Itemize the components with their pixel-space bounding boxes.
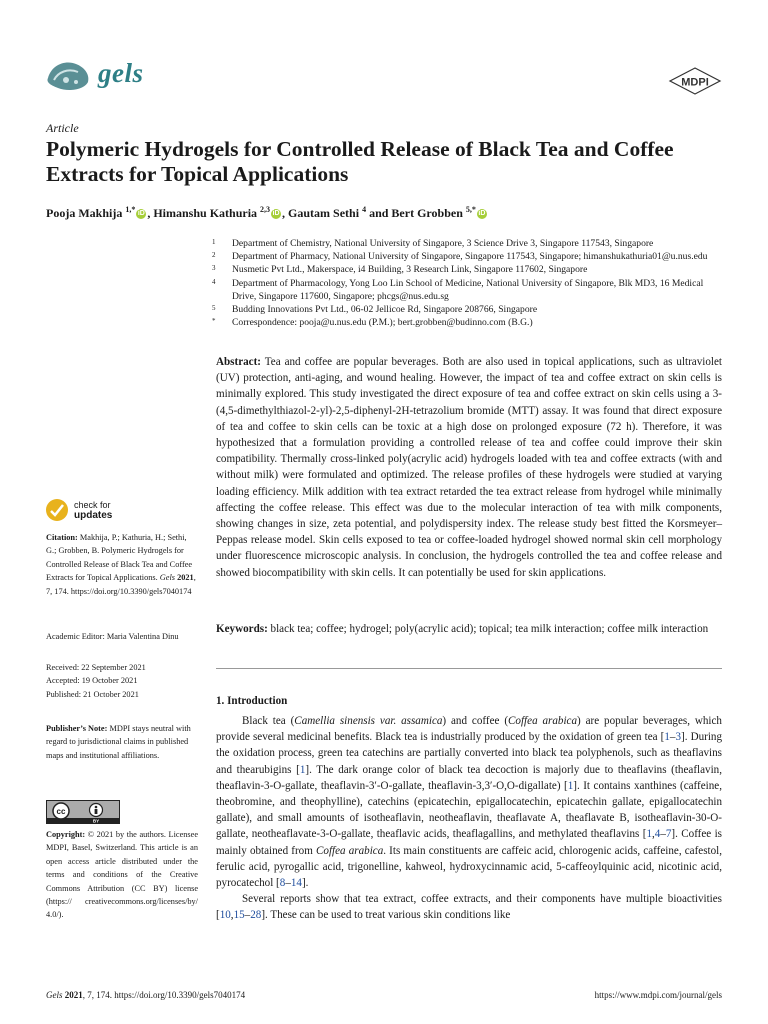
- affiliations: [212, 237, 722, 329]
- article-type: Article: [46, 121, 79, 135]
- footer-journal: Gels: [46, 990, 63, 1000]
- body-text-run: Black tea (: [242, 715, 295, 727]
- author-name: Bert Grobben: [391, 206, 466, 220]
- keywords-label: Keywords:: [216, 623, 268, 635]
- affiliation-number: 2: [212, 251, 216, 260]
- copyright-block: [46, 828, 198, 922]
- publisher-name: MDPI: [681, 76, 709, 89]
- check-for-label: check for: [74, 499, 111, 510]
- body-text-run: –: [660, 828, 666, 841]
- italic-term: Coffea arabica: [508, 715, 578, 727]
- dates-block: [46, 661, 198, 701]
- citation-journal: Gels: [159, 573, 176, 583]
- citation-link[interactable]: 1: [567, 779, 574, 792]
- body-text-run: . Its main constituents are caffeic acid, chlorogenic acids, caffeine, cafestol, ferulic acid, pyrogallic acid, trigonelline, kahweol, hydroxycinnamic acid, 5-caffeoylquinic acid, nicotinic acid, pyrocatechol [: [216, 844, 722, 890]
- affiliation-text: Nusmetic Pvt Ltd., Makerspace, i4 Building, 3 Research Link, Singapore 117602, Singapore: [232, 264, 588, 276]
- academic-editor: Academic Editor: Maria Valentina Dinu: [46, 632, 179, 641]
- affiliation-text: Department of Pharmacy, National University of Singapore, Singapore 117543, Singapore; himanshukathuria01@u.nus.edu: [232, 251, 708, 263]
- body-text-run: ,: [230, 909, 234, 922]
- author-separator: ,: [147, 206, 154, 220]
- footer-citation: [46, 990, 245, 1000]
- keywords: [216, 621, 722, 637]
- copyright-label: Copyright:: [46, 830, 86, 839]
- section-divider: [216, 668, 722, 669]
- affiliation-item: [212, 237, 722, 250]
- affiliation-number: 1: [212, 238, 216, 246]
- author-name: Pooja Makhija: [46, 206, 126, 220]
- body-text-run: ].: [301, 877, 309, 890]
- affiliation-number: 3: [212, 264, 216, 273]
- author-affiliation-marker: 1,*: [125, 205, 136, 214]
- gels-logo-icon: [46, 58, 92, 92]
- citation-link[interactable]: 15: [233, 909, 245, 922]
- author-separator: ,: [282, 206, 289, 220]
- publisher-note: [46, 722, 198, 762]
- author-affiliation-marker: 2,3: [260, 205, 271, 214]
- citation-link[interactable]: 1: [299, 763, 306, 776]
- author-name: Himanshu Kathuria: [153, 206, 261, 220]
- citation-link[interactable]: 1: [664, 731, 670, 744]
- publisher-note-label: Publisher’s Note:: [46, 724, 108, 733]
- affiliation-item: [212, 316, 722, 329]
- keywords-text: black tea; coffee; hydrogel; poly(acrylic acid); topical; tea milk interaction; coffee milk interaction: [270, 623, 709, 635]
- citation-year: 2021: [177, 573, 194, 583]
- body-text-run: ]. The dark orange color of black tea decoction is majorly due to theaflavins (theaflavin, theaflavin-3-O-gallate, theaflavin-3′-O-gallate, theaflavin-3,3′-O,O-digallate) [: [216, 763, 722, 792]
- affiliation-number: 5: [212, 304, 216, 313]
- affiliation-item: [212, 250, 722, 263]
- updates-label: updates: [74, 509, 113, 521]
- journal-name: gels: [98, 58, 144, 88]
- footer-year: 2021: [64, 990, 83, 1000]
- abstract-label: Abstract:: [216, 356, 261, 368]
- citation-rest[interactable]: , 7, 174. https://doi.org/10.3390/gels7040174: [46, 573, 196, 596]
- italic-term: Camellia sinensis var. assamica: [294, 715, 443, 727]
- citation-label: Citation:: [46, 533, 78, 542]
- author-affiliation-marker: 4: [362, 205, 367, 214]
- cc-by-license-icon[interactable]: [46, 800, 120, 824]
- body-text-run: ]. These can be used to treat various skin conditions like: [261, 909, 511, 922]
- author-name: Gautam Sethi: [288, 206, 363, 220]
- citation-block: [46, 531, 198, 598]
- article-title: Polymeric Hydrogels for Controlled Release of Black Tea and Coffee Extracts for Topical Applications: [46, 137, 674, 186]
- affiliation-text: Department of Pharmacology, Yong Loo Lin School of Medicine, National University of Singapore, Blk MD3, 16 Medical Drive, Singapore 117600, Singapore; phcgs@nus.edu.sg: [232, 277, 704, 302]
- svg-text:cc: cc: [56, 807, 66, 816]
- author-list: [46, 205, 488, 221]
- citation-link[interactable]: 1: [646, 828, 652, 841]
- citation-link[interactable]: 28: [250, 909, 262, 922]
- accepted-date: Accepted: 19 October 2021: [46, 676, 138, 686]
- orcid-icon[interactable]: iD: [478, 210, 486, 218]
- check-for-updates-button[interactable]: [46, 499, 112, 521]
- author-affiliation-marker: 5,*: [465, 205, 476, 214]
- citation-link[interactable]: 10: [219, 909, 231, 922]
- orcid-icon[interactable]: iD: [272, 210, 280, 218]
- received-date: Received: 22 September 2021: [46, 663, 146, 672]
- svg-text:BY: BY: [92, 818, 100, 824]
- affiliation-number: *: [212, 317, 216, 326]
- body-text-run: Several reports show that tea extract, coffee extracts, and their components have multiple bioactivities [: [216, 893, 722, 922]
- intro-paragraph-2: [216, 891, 722, 923]
- body-text-run: ]. Coffee is mainly obtained from: [216, 828, 722, 857]
- citation-link[interactable]: 14: [290, 877, 302, 890]
- body-text-run: ) are popular beverages, which provide several medicinal benefits. Black tea is industrially produced by the oxidation of green tea [: [216, 715, 722, 744]
- body-text-run: ]. During the oxidation process, green tea catechins are partially converted into black tea polyphenols, such as theaflavins and thearubigins [: [216, 731, 723, 776]
- abstract-text: Tea and coffee are popular beverages. Both are also used in topical applications, such as ultraviolet (UV) protection, anti-aging, and wound healing. However, the impact of tea and coffee extract on skin cells is minimally explored. This study investigated the direct exposure of tea and coffee extract on skin cells using a 3-(4,5-dimethylthiazol-2-yl)-2,5-diphenyl-2H-tetrazolium bromide (MTT) assay. It was found that direct exposure of tea and coffee to skin cells can be toxic at a high dose on prolonged exposure (72 h). Therefore, it was hypothesized that a formulation providing a controlled release of tea and coffee could improve their skin compatibility. Thermally cross-linked poly(acrylic acid) hydrogels loaded with tea and coffee extracts (with and without milk) were formulated and optimized. The release profiles of these hydrogels were studied at varying loading efficiency. Milk addition with tea extract retarded the tea extract release from hydrogel while minimally affecting the coffee release. This effect was due to the molecular interaction of tea with milk components, showing changes in size, zeta potential, and polydispersity index. The release study best fitted the Korsmeyer–Peppas release model. Skin cells exposed to tea or coffee-loaded hydrogel showed normal skin cell morphology under fluorescence microscopic analysis. In conclusion, the hydrogels controlled the tea and coffee release and showed biocompatibility with skin cells. It can potentially be used for skin applications.: [216, 356, 722, 579]
- published-date: Published: 21 October 2021: [46, 689, 139, 699]
- affiliation-text: Correspondence: pooja@u.nus.edu (P.M.); bert.grobben@budinno.com (B.G.): [232, 317, 533, 329]
- body-text-run: ) and coffee (: [442, 715, 509, 727]
- citation-text: Makhija, P.; Kathuria, H.; Sethi, G.; Grobben, B. Polymeric Hydrogels for Controlled Release of Black Tea and Coffee Extracts for Topical Applications.: [46, 533, 193, 583]
- footer-url[interactable]: https://www.mdpi.com/journal/gels: [594, 990, 722, 1000]
- citation-link[interactable]: 8: [279, 877, 286, 890]
- publisher-note-text: MDPI stays neutral with regard to jurisdictional claims in published maps and institutional affiliations.: [46, 724, 191, 760]
- affiliation-item: [212, 303, 722, 316]
- intro-paragraph-1: [216, 713, 722, 891]
- body-text-run: ]. It contains xanthines (caffeine, theobromine, and theophylline), catechins (epicatechin, epigallocatechin, epicatechin gallate, epigallocatechin gallate), and small amounts of isotheaflavin, neotheaflavin, theaflavate A, theaflavate B, isotheaflavin-30-O-gallate, neotheaflavate-3-O-gallate, theaflavic acids, theaflagallins, and methylated theaflavins [: [216, 779, 722, 841]
- citation-link[interactable]: 4: [654, 828, 661, 841]
- section-heading-introduction: 1. Introduction: [216, 695, 288, 707]
- check-updates-icon: [46, 499, 68, 521]
- author-separator: and: [366, 206, 392, 220]
- affiliation-item: [212, 277, 722, 303]
- orcid-icon[interactable]: iD: [137, 210, 145, 218]
- affiliation-text: Budding Innovations Pvt Ltd., 06-02 Jellicoe Rd, Singapore 208766, Singapore: [232, 304, 538, 316]
- italic-term: Coffea arabica: [316, 844, 384, 857]
- footer-doi[interactable]: , 7, 174. https://doi.org/10.3390/gels7040174: [82, 990, 246, 1000]
- body-text-run: –: [244, 909, 251, 922]
- citation-link[interactable]: 3: [675, 731, 682, 744]
- body-text-run: –: [669, 731, 676, 744]
- affiliation-text: Department of Chemistry, National University of Singapore, 3 Science Drive 3, Singapore 117543, Singapore: [232, 238, 654, 249]
- body-text-run: ,: [651, 828, 655, 841]
- affiliation-number: 4: [212, 277, 216, 286]
- citation-link[interactable]: 7: [665, 828, 672, 841]
- introduction-body: [216, 713, 722, 924]
- mdpi-logo-icon: [668, 66, 722, 96]
- abstract: [216, 354, 722, 581]
- affiliation-item: [212, 263, 722, 276]
- body-text-run: –: [285, 877, 291, 890]
- copyright-text: © 2021 by the authors. Licensee MDPI, Basel, Switzerland. This article is an open access article distributed under the terms and conditions of the Creative Commons Attribution (CC BY) license (https:// creativecommons.org/licenses/by/ 4.0/).: [46, 830, 199, 920]
